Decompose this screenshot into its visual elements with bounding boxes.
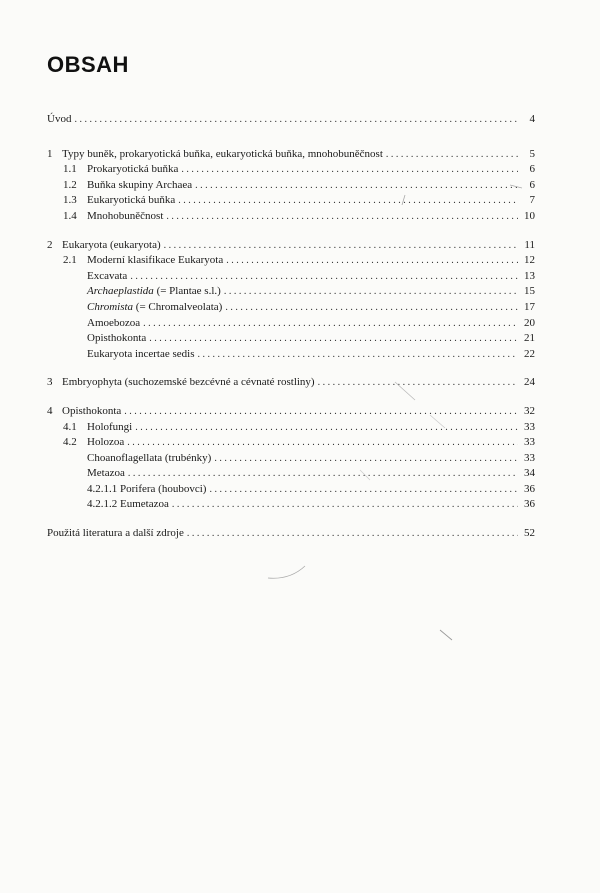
- toc-entry-title-part: (= Chromalveolata): [133, 300, 223, 313]
- toc-entry-title: [87, 331, 146, 347]
- toc-entry-page-number: 6: [529, 163, 535, 176]
- toc-entry-title: [62, 375, 315, 391]
- toc-entry-title: [87, 466, 125, 482]
- toc-entry-page-number: 33: [524, 436, 535, 449]
- toc-entry-title-part: Mnohobuněčnost: [87, 209, 164, 222]
- dot-leader: [172, 497, 518, 513]
- dot-leader: [226, 253, 518, 269]
- toc-entry-title-part: Moderní klasifikace Eukaryota: [87, 254, 224, 267]
- toc-entry-page-number: 12: [524, 254, 535, 267]
- dot-leader: [130, 269, 518, 285]
- toc-entry-title-part: Prokaryotická buňka: [87, 163, 179, 176]
- toc-entry-title: [87, 420, 132, 436]
- toc-entry-title: [87, 284, 221, 300]
- toc-entry-page-number: 21: [524, 332, 535, 345]
- toc-entry-title-part: Eukaryota (eukaryota): [62, 238, 161, 251]
- toc-entry-title-part: Typy buněk, prokaryotická buňka, eukaryotická buňka, mnohobuněčnost: [62, 147, 383, 160]
- toc-entry: [47, 193, 535, 209]
- toc-entry-number: 4.2.1.1: [87, 482, 118, 495]
- toc-entry-page-number: 36: [524, 498, 535, 511]
- toc-entry-title-part: Opisthokonta: [62, 404, 122, 417]
- table-of-contents: [47, 112, 535, 555]
- toc-entry-title-part: Metazoa: [87, 467, 125, 480]
- toc-entry: [47, 162, 535, 178]
- toc-entry-page-number: 36: [524, 482, 535, 495]
- toc-entry: [47, 300, 535, 316]
- dot-leader: [214, 451, 518, 467]
- toc-entry-number: 1.2: [63, 178, 77, 191]
- toc-entry-page-number: 32: [524, 404, 535, 417]
- dot-leader: [198, 347, 518, 363]
- toc-entry-title: [62, 238, 161, 254]
- dot-leader: [143, 316, 518, 332]
- toc-entry-number: 4: [47, 404, 53, 417]
- toc-entry-title-part: Excavata: [87, 269, 128, 282]
- toc-entry-title: [47, 526, 184, 542]
- toc-entry-title: [47, 112, 71, 128]
- toc-entry: [47, 420, 535, 436]
- dot-leader: [209, 482, 518, 498]
- toc-entry-title: [87, 209, 163, 225]
- dot-leader: [386, 147, 518, 163]
- toc-entry-number: 2: [47, 238, 53, 251]
- toc-entry-title-part: Použitá literatura a další zdroje: [47, 527, 184, 540]
- toc-entry-number: 1.4: [63, 209, 77, 222]
- dot-leader: [74, 112, 518, 128]
- toc-entry-page-number: 52: [524, 527, 535, 540]
- toc-entry-title-part: Porifera (houbovci): [120, 482, 207, 495]
- toc-entry-title-part: Holofungi: [87, 420, 133, 433]
- toc-entry: [47, 147, 535, 163]
- dot-leader: [128, 466, 518, 482]
- toc-entry-number: 4.2: [63, 436, 77, 449]
- toc-entry-number: 3: [47, 376, 53, 389]
- toc-entry-number: 4.2.1.2: [87, 498, 118, 511]
- page-title: OBSAH: [47, 52, 129, 77]
- toc-entry-page-number: 4: [529, 113, 535, 125]
- toc-entry-page-number: 22: [524, 347, 535, 360]
- toc-entry-title: [87, 253, 223, 269]
- toc-entry-number: 1.1: [63, 163, 77, 176]
- toc-entry-number: 1.3: [63, 194, 77, 207]
- toc-entry: [47, 466, 535, 482]
- toc-entry-number: 2.1: [63, 254, 77, 267]
- toc-entry-page-number: 5: [529, 147, 535, 160]
- toc-entry-page-number: 6: [529, 178, 535, 191]
- toc-section: [47, 147, 535, 225]
- toc-entry-title: [87, 269, 127, 285]
- toc-entry: [47, 497, 535, 513]
- toc-entry-page-number: 7: [529, 194, 535, 207]
- toc-entry-title-part: Eumetazoa: [120, 498, 169, 511]
- toc-entry-title: [87, 193, 175, 209]
- dot-leader: [195, 178, 518, 194]
- toc-entry-page-number: 34: [524, 467, 535, 480]
- toc-entry: [47, 253, 535, 269]
- toc-entry-title-part: Chromista: [87, 300, 134, 313]
- toc-entry-title-part: Eukaryotická buňka: [87, 194, 176, 207]
- toc-entry-page-number: 15: [524, 285, 535, 298]
- toc-entry-title-part: Eukaryota incertae sedis: [87, 347, 195, 360]
- toc-entry: [47, 375, 535, 391]
- toc-entry-title: [62, 404, 121, 420]
- toc-entry-title: [87, 347, 195, 363]
- toc-section: [47, 375, 535, 391]
- toc-entry: [47, 112, 535, 128]
- dot-leader: [166, 209, 518, 225]
- dot-leader: [318, 375, 518, 391]
- toc-entry-page-number: 20: [524, 316, 535, 329]
- toc-entry-title: [87, 178, 192, 194]
- toc-entry-title: [87, 300, 222, 316]
- toc-entry-title-part: Buňka skupiny Archaea: [87, 178, 193, 191]
- toc-entry: [47, 284, 535, 300]
- toc-entry: [47, 209, 535, 225]
- toc-entry-title-part: (= Plantae s.l.): [153, 285, 221, 298]
- toc-entry: [47, 404, 535, 420]
- dot-leader: [178, 193, 518, 209]
- toc-entry: [47, 451, 535, 467]
- toc-entry-title: [120, 482, 206, 498]
- toc-entry: [47, 269, 535, 285]
- toc-entry-title-part: Holozoa: [87, 436, 125, 449]
- dot-leader: [187, 526, 518, 542]
- toc-entry-title-part: Embryophyta (suchozemské bezcévné a cévnaté rostliny): [62, 376, 315, 389]
- toc-entry-title: [120, 497, 169, 513]
- dot-leader: [224, 284, 518, 300]
- toc-entry-title: [87, 316, 140, 332]
- dot-leader: [124, 404, 518, 420]
- toc-entry: [47, 316, 535, 332]
- toc-entry-title-part: Úvod: [47, 113, 72, 125]
- toc-entry: [47, 238, 535, 254]
- toc-entry-page-number: 33: [524, 451, 535, 464]
- toc-entry: [47, 482, 535, 498]
- toc-entry-title: [87, 162, 178, 178]
- dot-leader: [127, 435, 518, 451]
- toc-entry-page-number: 10: [524, 209, 535, 222]
- toc-entry-title-part: Choanoflagellata (trubénky): [87, 451, 212, 464]
- toc-entry-title: [87, 435, 124, 451]
- toc-entry: [47, 526, 535, 542]
- toc-entry-page-number: 33: [524, 420, 535, 433]
- toc-entry-page-number: 17: [524, 300, 535, 313]
- toc-entry-page-number: 24: [524, 376, 535, 389]
- toc-section: [47, 526, 535, 542]
- toc-entry: [47, 331, 535, 347]
- toc-entry: [47, 178, 535, 194]
- dot-leader: [135, 420, 518, 436]
- toc-section: [47, 238, 535, 363]
- toc-entry-title-part: Amoebozoa: [87, 316, 141, 329]
- toc-section: [47, 112, 535, 128]
- toc-entry-title: [87, 451, 211, 467]
- dot-leader: [149, 331, 518, 347]
- dot-leader: [225, 300, 518, 316]
- toc-entry: [47, 347, 535, 363]
- toc-entry-title-part: Archaeplastida: [87, 285, 154, 298]
- toc-entry-title-part: Opisthokonta: [87, 332, 147, 345]
- dot-leader: [181, 162, 518, 178]
- dot-leader: [164, 238, 518, 254]
- toc-entry-page-number: 11: [524, 238, 535, 251]
- toc-entry-number: 4.1: [63, 420, 77, 433]
- toc-entry-number: 1: [47, 147, 53, 160]
- toc-entry-title: [62, 147, 383, 163]
- toc-entry: [47, 435, 535, 451]
- toc-section: [47, 404, 535, 513]
- toc-entry-page-number: 13: [524, 269, 535, 282]
